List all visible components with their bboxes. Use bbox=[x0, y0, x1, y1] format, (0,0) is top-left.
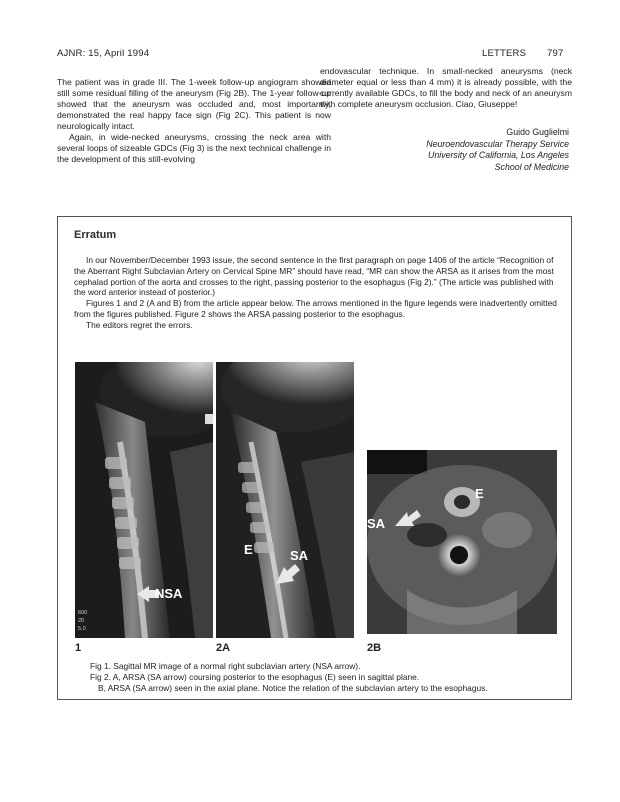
figure-captions bbox=[90, 661, 560, 694]
running-header-journal: AJNR: 15, April 1994 bbox=[57, 48, 150, 59]
author-name: Guido Guglielmi bbox=[506, 127, 569, 137]
figure-1-caption: Fig 1. Sagittal MR image of a normal right subclavian artery (NSA arrow). bbox=[90, 661, 361, 671]
figure-2-caption-line1: Fig 2. A, ARSA (SA arrow) coursing posterior to the esophagus (E) seen in sagittal plane. bbox=[90, 672, 420, 682]
letter-right-column bbox=[320, 66, 572, 110]
author-affiliation: University of California, Los Angeles bbox=[428, 150, 569, 160]
figure-2b-e-label: E bbox=[475, 486, 484, 501]
erratum-title: Erratum bbox=[74, 229, 117, 241]
figure-2a-number: 2A bbox=[216, 642, 231, 654]
author-affiliation: Neuroendovascular Therapy Service bbox=[426, 138, 569, 149]
erratum-paragraph: The editors regret the errors. bbox=[86, 319, 193, 330]
running-header-section: LETTERS bbox=[482, 48, 527, 59]
figure-2b-mr-image bbox=[367, 450, 557, 634]
erratum-paragraph: In our November/December 1993 issue, the second sentence in the first paragraph on page 1406 of the article “Recognition of the Aberrant Right Subclavian Artery on Cervical Spine MR” should have read, “MR can show the ARSA as it arises from the most cephalad portion of the aorta and crosses to the right, passing posterior to the esophagus (Fig 2).” (The article was published with the word anterior instead of posterior.) bbox=[74, 255, 554, 298]
figure-1-number: 1 bbox=[75, 642, 82, 654]
letter-paragraph: The patient was in grade III. The 1-week follow-up angiogram showed still some residual filling of the aneurysm (Fig 2B). The 1-year follow-up showed that the aneurysm was occluded and, most importantly, demonstrated the real happy face sign (Fig 2C). This patient is now neurologically intact. bbox=[57, 77, 331, 131]
figure-2b-sa-label: SA bbox=[367, 516, 386, 531]
erratum-paragraph: Figures 1 and 2 (A and B) from the article appear below. The arrows mentioned in the figure legends were inadvertently omitted from the figures published. Figure 2 shows the ARSA passing posterior to the esophagus. bbox=[74, 298, 557, 319]
figure-1-nsa-label: NSA bbox=[155, 586, 183, 601]
figure-1-mr-image bbox=[75, 362, 213, 638]
erratum-text bbox=[74, 255, 560, 331]
scan-parameter: 600 bbox=[78, 610, 88, 616]
figure-2-caption-line2: B, ARSA (SA arrow) seen in the axial plane. Notice the relation of the subclavian artery to the esophagus. bbox=[98, 683, 488, 693]
signature-block bbox=[350, 127, 569, 173]
letter-paragraph: endovascular technique. In small-necked aneurysms (neck diameter equal or less than 4 mm) it is already possible, with the currently available GDCs, to fill the body and neck of an aneurysm with complete aneurysm occlusion. Ciao, Giuseppe! bbox=[320, 66, 572, 109]
page-number: 797 bbox=[547, 48, 564, 59]
figure-2a-mr-image bbox=[216, 362, 354, 638]
figure-2a-sa-label: SA bbox=[290, 548, 309, 563]
letter-paragraph: Again, in wide-necked aneurysms, crossing the neck area with several loops of sizeable GDCs (Fig 3) is the next technical challenge in the development of this still-evolving bbox=[57, 132, 331, 164]
letter-left-column bbox=[57, 77, 331, 165]
scan-parameter: 5.0 bbox=[78, 626, 86, 632]
author-affiliation: School of Medicine bbox=[494, 161, 569, 172]
scan-parameter: 20 bbox=[78, 618, 85, 624]
erratum-box bbox=[57, 216, 572, 700]
figure-2b-number: 2B bbox=[367, 642, 382, 654]
figure-2a-e-label: E bbox=[244, 542, 253, 557]
